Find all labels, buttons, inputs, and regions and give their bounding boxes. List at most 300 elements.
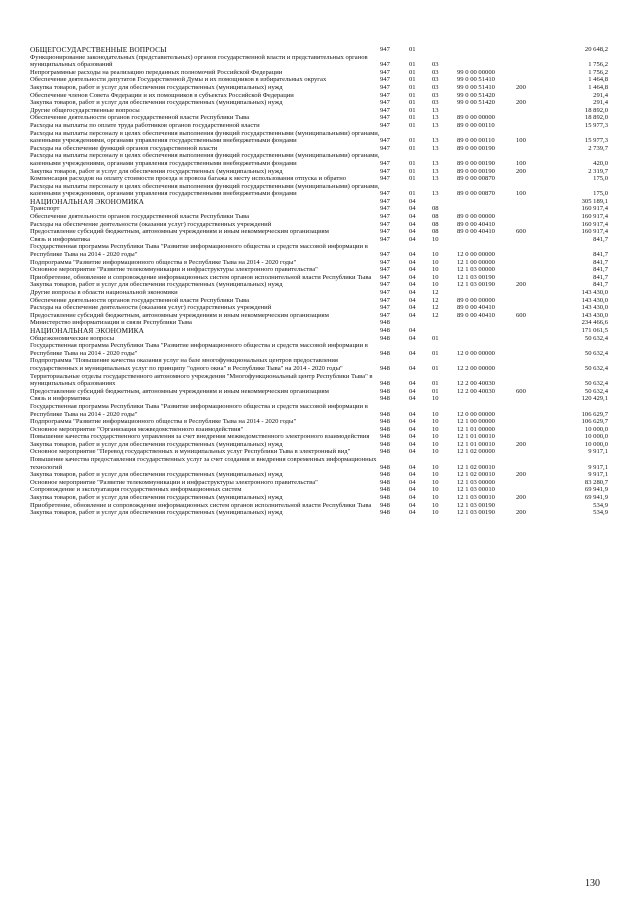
row-amount: 1 464,8	[588, 76, 608, 84]
row-section-code: 04	[409, 494, 416, 502]
row-target-article: 12 1 00 00000	[457, 418, 495, 426]
row-target-article	[457, 289, 516, 297]
row-name: Территориальные отделы государственного автономного учреждения "Многофункциональный центр Республики Тыва" в муниципальных образованиях	[30, 372, 373, 388]
row-section-code: 04	[409, 197, 416, 205]
row-name: Государственная программа Республики Тыва "Развитие информационного общества и средств массовой информации в Республике Тыва на 2014 - 2020 годы"	[30, 243, 368, 259]
row-section-code	[409, 319, 432, 327]
row-target-article	[457, 319, 516, 327]
row-name: Закупка товаров, работ и услуг для обеспечения государственных (муниципальных) нужд	[30, 167, 283, 175]
table-row	[30, 327, 608, 335]
row-amount: 291,4	[593, 99, 608, 107]
row-expense-type	[516, 304, 544, 312]
row-admin-code: 948	[380, 334, 390, 342]
row-amount: 106 629,7	[581, 410, 608, 418]
row-target-article: 12 1 02 00000	[457, 448, 495, 456]
row-target-article: 12 1 03 00010	[457, 494, 495, 502]
row-amount: 420,0	[593, 159, 608, 167]
row-amount: 143 430,0	[581, 311, 608, 319]
table-row	[30, 198, 608, 206]
row-admin-code: 947	[380, 251, 390, 259]
row-section-code: 04	[409, 311, 416, 319]
table-row	[30, 456, 608, 471]
row-name: Основное мероприятие "Организация межведомственного взаимодействия"	[30, 425, 244, 433]
row-target-article: 89 0 00 00000	[457, 114, 495, 122]
budget-table	[30, 46, 608, 517]
row-name: Обеспечение деятельности органов государственной власти Республики Тыва	[30, 213, 250, 221]
row-section-code: 01	[409, 137, 416, 145]
row-expense-type	[516, 114, 544, 122]
row-admin-code: 947	[380, 137, 390, 145]
row-subsection-code: 12	[432, 304, 439, 312]
row-amount: 841,7	[593, 258, 608, 266]
row-expense-type	[516, 46, 544, 54]
row-section-code: 04	[409, 380, 416, 388]
row-name: Расходы на выплаты персоналу в целях обеспечения выполнения функций государственными (муниципальными) органами, казенными учреждениями, органами управления государственными внебюджетными фондами	[30, 182, 380, 198]
row-section-code: 01	[409, 83, 416, 91]
row-name: Предоставление субсидий бюджетным, автономным учреждениям и иным некоммерческим организациям	[30, 387, 329, 395]
row-admin-code: 947	[380, 197, 390, 205]
row-target-article: 89 0 00 00000	[457, 213, 495, 221]
row-expense-type	[516, 456, 544, 471]
table-row	[30, 274, 608, 282]
row-amount: 18 892,0	[584, 114, 608, 122]
row-section-code: 04	[409, 418, 416, 426]
row-subsection-code: 10	[432, 410, 439, 418]
table-row	[30, 502, 608, 510]
table-row	[30, 54, 608, 69]
row-subsection-code: 10	[432, 281, 439, 289]
row-target-article: 89 0 00 00110	[457, 121, 495, 129]
row-admin-code: 948	[380, 471, 390, 479]
row-name: Закупка товаров, работ и услуг для обеспечения государственных (муниципальных) нужд	[30, 471, 283, 479]
row-section-code: 01	[409, 159, 416, 167]
row-section-code: 01	[409, 144, 416, 152]
row-expense-type: 100	[516, 190, 526, 198]
row-target-article: 99 0 00 51410	[457, 83, 495, 91]
row-amount: 2 739,7	[588, 144, 608, 152]
table-row	[30, 130, 608, 145]
row-name: Закупка товаров, работ и услуг для обеспечения государственных (муниципальных) нужд	[30, 83, 283, 91]
row-section-code: 04	[409, 425, 416, 433]
row-expense-type	[516, 259, 544, 267]
row-name: Предоставление субсидий бюджетным, автономным учреждениям и иным некоммерческим организациям	[30, 311, 329, 319]
row-name: Обеспечение членов Совета Федерации и их помощников в субъектах Российской Федерации	[30, 91, 294, 99]
row-admin-code: 947	[380, 281, 390, 289]
table-row	[30, 448, 608, 456]
row-expense-type: 200	[516, 494, 526, 502]
row-section-code: 01	[409, 167, 416, 175]
row-section-code: 04	[409, 509, 416, 517]
row-subsection-code: 08	[432, 220, 439, 228]
row-amount: 69 941,9	[584, 486, 608, 494]
row-admin-code: 948	[380, 478, 390, 486]
row-expense-type: 100	[516, 137, 526, 145]
row-expense-type: 600	[516, 387, 526, 395]
row-section-code: 04	[409, 304, 416, 312]
row-name: Общеэкономические вопросы	[30, 334, 115, 342]
row-target-article: 99 0 00 51420	[457, 91, 495, 99]
row-amount: 120 429,1	[581, 395, 608, 403]
row-subsection-code: 08	[432, 228, 439, 236]
row-target-article: 12 0 00 00000	[457, 410, 495, 418]
row-expense-type	[516, 243, 544, 258]
row-amount: 143 430,0	[581, 289, 608, 296]
row-expense-type	[516, 107, 544, 115]
row-subsection-code: 10	[432, 235, 439, 243]
row-section-code: 04	[409, 296, 416, 304]
row-amount: 83 280,7	[584, 478, 608, 486]
table-row	[30, 373, 608, 388]
row-subsection-code: 01	[432, 364, 439, 372]
row-section-code: 04	[409, 387, 416, 395]
row-name: Закупка товаров, работ и услуг для обеспечения государственных (муниципальных) нужд	[30, 440, 283, 448]
row-subsection-code: 10	[432, 395, 439, 403]
row-name: Расходы на выплаты персоналу в целях обеспечения выполнения функций государственными (муниципальными) органами, казенными учреждениями, органами управления государственными внебюджетными фондами	[30, 129, 380, 145]
row-subsection-code: 08	[432, 205, 439, 213]
row-target-article: 89 0 00 00190	[457, 144, 495, 152]
row-subsection-code: 10	[432, 266, 439, 274]
row-section-code: 04	[409, 228, 416, 236]
row-subsection-code: 03	[432, 68, 439, 76]
row-expense-type	[516, 236, 544, 244]
row-admin-code: 947	[380, 114, 390, 122]
row-section-code: 04	[409, 213, 416, 221]
row-section-code: 04	[409, 251, 416, 259]
row-name: Повышение качества государственного управления за счет внедрения межведомственного электронного взаимодействия	[30, 433, 370, 441]
row-admin-code: 947	[380, 167, 390, 175]
row-admin-code: 947	[380, 46, 390, 53]
row-section-code: 04	[409, 349, 416, 357]
table-row	[30, 312, 608, 320]
row-name: Закупка товаров, работ и услуг для обеспечения государственных (муниципальных) нужд	[30, 99, 283, 107]
row-amount: 291,4	[593, 91, 608, 99]
table-row	[30, 494, 608, 502]
row-section-code: 04	[409, 205, 416, 213]
row-subsection-code: 13	[432, 114, 439, 122]
row-target-article: 89 0 00 40410	[457, 311, 495, 319]
row-section-code: 04	[409, 471, 416, 479]
row-target-article: 89 0 00 00190	[457, 159, 495, 167]
row-section-code: 04	[409, 334, 416, 342]
row-target-article: 89 0 00 40410	[457, 304, 495, 312]
row-subsection-code: 13	[432, 137, 439, 145]
row-subsection-code: 10	[432, 251, 439, 259]
row-expense-type	[516, 335, 544, 343]
row-amount: 18 892,0	[584, 106, 608, 114]
table-row	[30, 297, 608, 305]
table-row	[30, 145, 608, 153]
row-target-article: 12 1 03 00190	[457, 273, 495, 281]
row-subsection-code: 10	[432, 448, 439, 456]
row-target-article: 12 1 03 00190	[457, 501, 495, 509]
row-admin-code: 947	[380, 289, 390, 296]
row-subsection-code: 01	[432, 387, 439, 395]
row-section-code: 01	[409, 76, 416, 84]
row-subsection-code: 03	[432, 83, 439, 91]
row-target-article: 99 0 00 51410	[457, 76, 495, 84]
row-target-article: 12 1 01 00010	[457, 433, 495, 441]
table-row	[30, 236, 608, 244]
page-number: 130	[585, 878, 600, 889]
row-admin-code: 948	[380, 364, 390, 372]
row-expense-type	[516, 54, 544, 69]
row-subsection-code: 12	[432, 311, 439, 319]
row-name: Расходы на выплаты персоналу в целях обеспечения выполнения функций государственными (муниципальными) органами, казенными учреждениями, органами управления государственными внебюджетными фондами	[30, 152, 380, 167]
row-subsection-code: 10	[432, 486, 439, 494]
row-subsection-code: 10	[432, 463, 439, 471]
row-section-code: 01	[409, 68, 416, 76]
row-admin-code: 948	[380, 349, 390, 357]
row-expense-type	[516, 403, 544, 418]
row-amount: 1 756,2	[588, 68, 608, 76]
row-amount: 10 000,0	[584, 425, 608, 433]
row-section-code: 01	[409, 114, 416, 122]
row-section-code: 04	[409, 410, 416, 418]
table-row	[30, 259, 608, 267]
row-subsection-code: 13	[432, 144, 439, 152]
table-row	[30, 418, 608, 426]
row-amount: 69 941,9	[584, 494, 608, 502]
row-subsection-code: 13	[432, 190, 439, 198]
table-row	[30, 92, 608, 100]
row-name: Государственная программа Республики Тыва "Развитие информационного общества и средств массовой информации в Республике Тыва на 2014 - 2020 годы"	[30, 342, 368, 357]
table-row	[30, 228, 608, 236]
row-amount: 160 917,4	[581, 205, 608, 213]
row-target-article	[457, 395, 516, 403]
row-expense-type	[516, 418, 544, 426]
row-amount: 175,0	[593, 190, 608, 198]
row-name: Функционирование законодательных (представительных) органов государственной власти и представительных органов муниципальных образований	[30, 53, 368, 69]
table-row	[30, 319, 608, 327]
row-subsection-code	[432, 327, 457, 335]
row-expense-type	[516, 357, 544, 372]
row-name: Подпрограмма "Развитие информационного общества в Республике Тыва на 2014 - 2020 годы"	[30, 418, 297, 426]
row-name: Министерство информатизации и связи Республики Тыва	[30, 319, 192, 327]
row-amount: 50 632,4	[584, 334, 608, 342]
row-admin-code: 947	[380, 159, 390, 167]
row-section-code: 04	[409, 281, 416, 289]
row-expense-type	[516, 221, 544, 229]
table-row	[30, 479, 608, 487]
row-section-code: 04	[409, 235, 416, 243]
row-name: Связь и информатика	[30, 235, 91, 243]
row-admin-code: 947	[380, 304, 390, 312]
row-admin-code: 948	[380, 410, 390, 418]
row-target-article: 12 1 03 00190	[457, 509, 495, 517]
row-target-article	[457, 46, 516, 54]
row-amount: 841,7	[593, 273, 608, 281]
row-subsection-code: 13	[432, 159, 439, 167]
row-target-article	[457, 335, 516, 343]
row-amount: 15 977,3	[584, 137, 608, 145]
table-row	[30, 168, 608, 176]
row-section-code: 04	[409, 463, 416, 471]
row-expense-type	[516, 479, 544, 487]
table-row	[30, 76, 608, 84]
row-target-article: 12 1 02 00010	[457, 471, 495, 479]
row-section-code: 04	[409, 478, 416, 486]
row-amount: 175,0	[593, 175, 608, 183]
row-expense-type	[516, 92, 544, 100]
row-section-code: 04	[409, 258, 416, 266]
row-amount: 15 977,3	[584, 121, 608, 129]
row-name: Расходы на обеспечение функций органов государственной власти	[30, 144, 218, 152]
row-expense-type	[516, 319, 544, 327]
row-name: Подпрограмма "Развитие информационного общества в Республике Тыва на 2014 - 2020 годы"	[30, 258, 297, 266]
row-admin-code: 948	[380, 501, 390, 509]
row-subsection-code: 13	[432, 175, 439, 183]
row-expense-type: 200	[516, 167, 526, 175]
row-admin-code: 948	[380, 387, 390, 395]
row-section-code: 04	[409, 433, 416, 441]
row-target-article	[457, 205, 516, 213]
row-section-code: 04	[409, 440, 416, 448]
row-amount: 143 430,0	[581, 296, 608, 304]
row-amount: 143 430,0	[581, 304, 608, 312]
row-amount: 20 648,2	[584, 46, 608, 53]
row-name: Транспорт	[30, 205, 60, 213]
row-amount: 160 917,4	[581, 228, 608, 236]
row-name: Подпрограмма "Повышение качества оказания услуг на базе многофункциональных центров предоставления государственных и муниципальных услуг по принципу "одного окна" в Республике Тыва" на 2014 - 2020 годы"	[30, 357, 343, 372]
row-admin-code: 947	[380, 190, 390, 198]
row-name: Основное мероприятие "Перевод государственных и муниципальных услуг Республики Тыва в электронный вид"	[30, 448, 351, 456]
table-row	[30, 213, 608, 221]
row-section-code: 04	[409, 364, 416, 372]
table-row	[30, 266, 608, 274]
table-row	[30, 122, 608, 130]
row-expense-type: 200	[516, 509, 526, 517]
row-name: Связь и информатика	[30, 395, 91, 403]
row-expense-type	[516, 502, 544, 510]
row-name: ОБЩЕГОСУДАРСТВЕННЫЕ ВОПРОСЫ	[30, 46, 167, 54]
table-row	[30, 342, 608, 357]
row-section-code: 01	[409, 175, 416, 183]
row-subsection-code	[432, 46, 457, 54]
row-target-article: 12 1 03 00000	[457, 478, 495, 486]
row-admin-code: 947	[380, 144, 390, 152]
row-target-article: 12 2 00 40030	[457, 387, 495, 395]
row-subsection-code: 10	[432, 433, 439, 441]
row-expense-type	[516, 69, 544, 77]
row-target-article: 12 1 02 00010	[457, 463, 495, 471]
row-target-article: 89 0 00 00190	[457, 167, 495, 175]
row-subsection-code: 10	[432, 478, 439, 486]
row-target-article: 89 0 00 00110	[457, 137, 495, 145]
row-target-article	[457, 107, 516, 115]
row-name: НАЦИОНАЛЬНАЯ ЭКОНОМИКА	[30, 197, 145, 206]
row-amount: 9 917,1	[588, 448, 608, 456]
table-row	[30, 84, 608, 92]
row-section-code: 04	[409, 220, 416, 228]
row-admin-code: 948	[380, 425, 390, 433]
row-amount: 841,7	[593, 251, 608, 259]
row-expense-type	[516, 448, 544, 456]
row-section-code: 04	[409, 395, 416, 403]
row-expense-type: 200	[516, 281, 526, 289]
row-admin-code: 947	[380, 83, 390, 91]
row-section-code: 01	[409, 121, 416, 129]
row-target-article: 12 0 00 00000	[457, 349, 495, 357]
row-subsection-code	[432, 319, 457, 327]
row-subsection-code: 10	[432, 494, 439, 502]
row-amount: 10 000,0	[584, 440, 608, 448]
row-name: Закупка товаров, работ и услуг для обеспечения государственных (муниципальных) нужд	[30, 509, 283, 517]
row-amount: 1 464,8	[588, 83, 608, 91]
row-target-article: 12 1 01 00000	[457, 425, 495, 433]
row-expense-type	[516, 289, 544, 297]
row-target-article: 12 1 01 00010	[457, 440, 495, 448]
row-target-article: 99 0 00 51420	[457, 99, 495, 107]
table-row	[30, 69, 608, 77]
row-expense-type	[516, 175, 544, 183]
row-admin-code: 948	[380, 319, 390, 327]
table-row	[30, 205, 608, 213]
row-expense-type	[516, 198, 544, 206]
row-expense-type	[516, 426, 544, 434]
row-expense-type: 600	[516, 228, 526, 236]
row-admin-code: 947	[380, 61, 390, 69]
table-row	[30, 99, 608, 107]
row-target-article: 89 0 00 00870	[457, 190, 495, 198]
row-name: Закупка товаров, работ и услуг для обеспечения государственных (муниципальных) нужд	[30, 281, 283, 289]
table-row	[30, 426, 608, 434]
row-expense-type	[516, 342, 544, 357]
table-row	[30, 152, 608, 167]
row-target-article: 12 2 00 00000	[457, 364, 495, 372]
row-target-article: 89 0 00 00000	[457, 296, 495, 304]
row-amount: 9 917,1	[588, 463, 608, 471]
table-row	[30, 403, 608, 418]
row-admin-code: 947	[380, 68, 390, 76]
table-row	[30, 486, 608, 494]
row-subsection-code: 12	[432, 289, 439, 296]
row-expense-type: 200	[516, 471, 526, 479]
row-target-article: 89 0 00 00870	[457, 175, 495, 183]
row-section-code: 04	[409, 266, 416, 274]
budget-table-body	[30, 46, 608, 517]
row-name: Обеспечение деятельности депутатов Государственной Думы и их помощников в избирательных округах	[30, 76, 327, 84]
row-subsection-code: 01	[432, 349, 439, 357]
table-row	[30, 441, 608, 449]
row-section-code: 01	[409, 190, 416, 198]
row-admin-code: 948	[380, 418, 390, 426]
row-target-article: 12 0 00 00000	[457, 251, 495, 259]
row-subsection-code: 10	[432, 471, 439, 479]
row-section-code: 01	[409, 46, 416, 53]
table-row	[30, 114, 608, 122]
row-target-article: 99 0 00 00000	[457, 68, 495, 76]
row-section-code: 04	[409, 289, 416, 296]
row-subsection-code: 08	[432, 213, 439, 221]
row-name: Закупка товаров, работ и услуг для обеспечения государственных (муниципальных) нужд	[30, 494, 283, 502]
row-name: Другие общегосударственные вопросы	[30, 106, 140, 114]
row-subsection-code: 03	[432, 99, 439, 107]
row-subsection-code: 10	[432, 273, 439, 281]
row-name: Приобретение, обновление и сопровождение информационных систем органов исполнительной власти Республики Тыва	[30, 273, 372, 281]
row-admin-code: 947	[380, 91, 390, 99]
row-expense-type	[516, 76, 544, 84]
row-admin-code: 947	[380, 258, 390, 266]
row-subsection-code: 01	[432, 380, 439, 388]
row-amount: 160 917,4	[581, 220, 608, 228]
row-amount: 10 000,0	[584, 433, 608, 441]
row-amount: 305 189,1	[581, 197, 608, 205]
row-expense-type	[516, 395, 544, 403]
row-admin-code: 947	[380, 106, 390, 114]
row-expense-type	[516, 205, 544, 213]
table-row	[30, 388, 608, 396]
row-expense-type	[516, 145, 544, 153]
